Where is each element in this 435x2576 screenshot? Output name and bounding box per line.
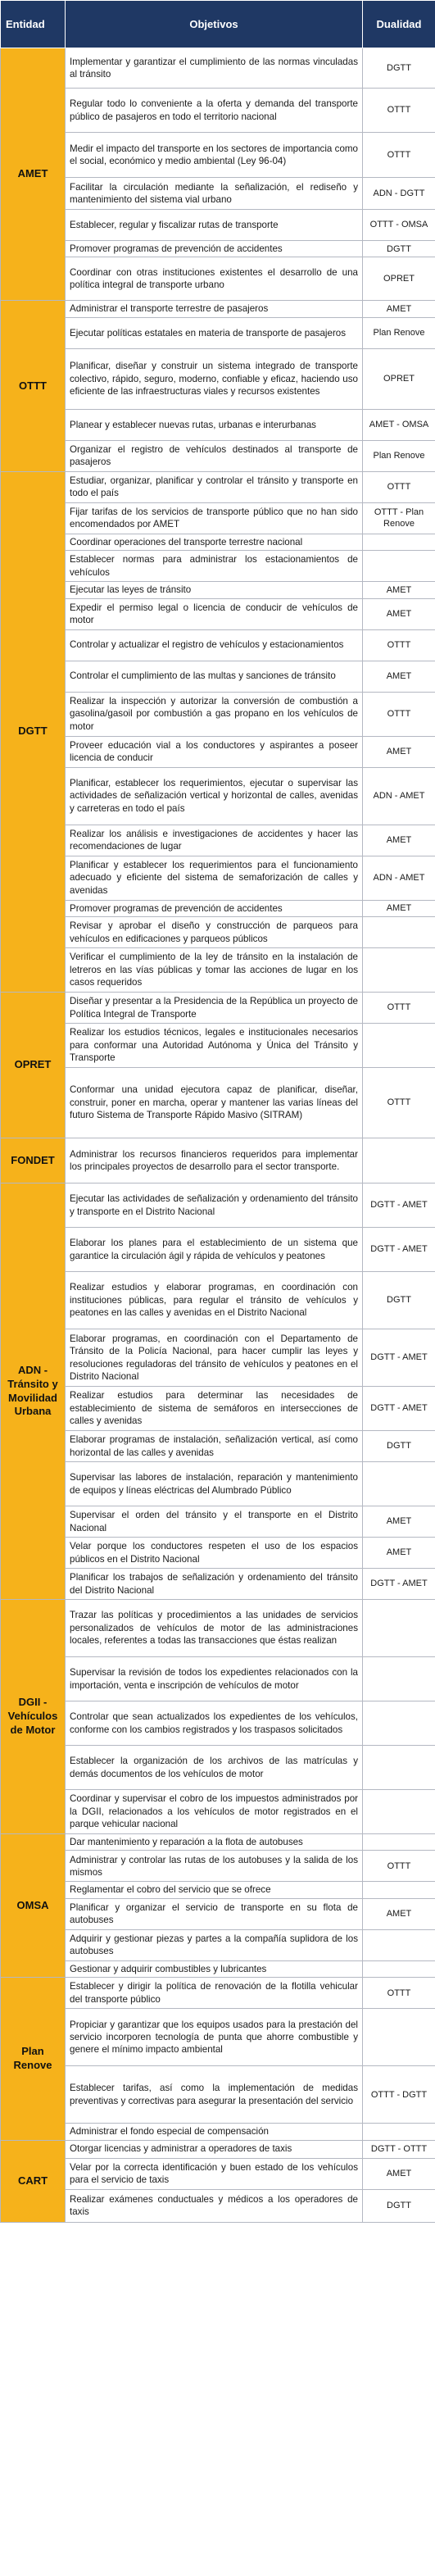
dualidad-cell: DGTT [363, 48, 435, 89]
objective-cell: Coordinar y supervisar el cobro de los impuestos administrados por la DGII, relacionados a los vehículos de motor registrados en el parque vehicular nacional [66, 1790, 363, 1834]
dualidad-cell: Plan Renove [363, 317, 435, 348]
objective-cell: Expedir el permiso legal o licencia de conducir de vehículos de motor [66, 598, 363, 629]
table-row [1, 1024, 435, 1068]
objective-cell: Gestionar y adquirir combustibles y lubricantes [66, 1960, 363, 1977]
table-row [1, 629, 435, 661]
objective-cell: Velar porque los conductores respeten el uso de los espacios públicos en el Distrito Nacional [66, 1538, 363, 1569]
table-row [1, 551, 435, 582]
objective-cell: Coordinar operaciones del transporte terrestre nacional [66, 534, 363, 550]
objective-cell: Organizar el registro de vehículos destinados al transporte de pasajeros [66, 440, 363, 471]
table-row [1, 767, 435, 825]
dualidad-cell: OTTT [363, 692, 435, 736]
objective-cell: Administrar los recursos financieros requeridos para implementar los principales proyectos de desarrollo para el sector transporte. [66, 1138, 363, 1184]
dualidad-cell: OTTT [363, 993, 435, 1024]
table-row [1, 409, 435, 440]
entity-cell: OMSA [1, 1834, 66, 1978]
entity-cell: Plan Renove [1, 1978, 66, 2140]
objective-cell: Planificar los trabajos de señalización y ordenamiento del tránsito del Distrito Nacional [66, 1569, 363, 1600]
objective-cell: Ejecutar las actividades de señalización y ordenamiento del tránsito y transporte en el Distrito Nacional [66, 1184, 363, 1228]
objective-cell: Ejecutar políticas estatales en materia de transporte de pasajeros [66, 317, 363, 348]
table-row [1, 348, 435, 409]
dualidad-cell: AMET [363, 2158, 435, 2189]
dualidad-cell: OPRET [363, 348, 435, 409]
table-row [1, 825, 435, 856]
objective-cell: Elaborar programas, en coordinación con el Departamento de Tránsito de la Policía Nacional, para hacer cumplir las leyes y resoluciones reguladoras del tránsito de vehículos y peatones en el Distrito Nacional [66, 1329, 363, 1387]
header-entidad: Entidad [1, 1, 66, 48]
objective-cell: Proveer educación vial a los conductores y aspirantes a poseer licencia de conducir [66, 736, 363, 767]
dualidad-cell: DGTT - AMET [363, 1387, 435, 1431]
objective-cell: Medir el impacto del transporte en los sectores de importancia como el social, económico y medio ambiental (Ley 96-04) [66, 133, 363, 178]
dualidad-cell [363, 1929, 435, 1960]
objective-cell: Reglamentar el cobro del servicio que se ofrece [66, 1882, 363, 1898]
objective-cell: Coordinar con otras instituciones existentes el desarrollo de una política integral de transporte urbano [66, 257, 363, 301]
objective-cell: Estudiar, organizar, planificar y controlar el tránsito y transporte en todo el país [66, 471, 363, 502]
dualidad-cell: OTTT - OMSA [363, 210, 435, 241]
header-dualidad: Dualidad [363, 1, 435, 48]
table-row [1, 210, 435, 241]
dualidad-cell: OTTT - Plan Renove [363, 502, 435, 534]
table-row [1, 1960, 435, 1977]
table-row [1, 900, 435, 916]
objective-cell: Diseñar y presentar a la Presidencia de la República un proyecto de Política Integral de Transporte [66, 993, 363, 1024]
objective-cell: Establecer la organización de los archivos de las matrículas y demás documentos de los vehículos de motor [66, 1746, 363, 1790]
table-row [1, 1184, 435, 1228]
dualidad-cell: DGTT - AMET [363, 1228, 435, 1272]
table-row [1, 301, 435, 317]
dualidad-cell: DGTT - OTTT [363, 2140, 435, 2158]
objective-cell: Controlar y actualizar el registro de vehículos y estacionamientos [66, 629, 363, 661]
dualidad-cell: ADN - AMET [363, 856, 435, 900]
objective-cell: Realizar los análisis e investigaciones de accidentes y hacer las recomendaciones de lugar [66, 825, 363, 856]
table-row [1, 48, 435, 89]
table-row [1, 1228, 435, 1272]
table-row [1, 1978, 435, 2009]
table-row [1, 440, 435, 471]
dualidad-cell: OTTT [363, 133, 435, 178]
dualidad-cell [363, 948, 435, 993]
dualidad-cell: DGTT - AMET [363, 1329, 435, 1387]
entity-cell: FONDET [1, 1138, 66, 1184]
objective-cell: Realizar la inspección y autorizar la conversión de combustión a gasolina/gasoil por combustión a gas propano en los vehículos de motor [66, 692, 363, 736]
dualidad-cell: AMET [363, 1898, 435, 1929]
dualidad-cell: DGTT - AMET [363, 1569, 435, 1600]
dualidad-cell: DGTT [363, 1431, 435, 1462]
objective-cell: Planificar, diseñar y construir un sistema integrado de transporte colectivo, rápido, seguro, moderno, confiable y eficaz, haciendo uso eficiente de las infraestructuras viales y recursos existentes [66, 348, 363, 409]
table-row [1, 2189, 435, 2222]
dualidad-cell: DGTT [363, 2189, 435, 2222]
table-row [1, 1272, 435, 1329]
table-row [1, 257, 435, 301]
objective-cell: Controlar el cumplimiento de las multas y sanciones de tránsito [66, 661, 363, 692]
objective-cell: Implementar y garantizar el cumplimiento de las normas vinculadas al tránsito [66, 48, 363, 89]
table-row [1, 1068, 435, 1138]
dualidad-cell: AMET [363, 661, 435, 692]
objective-cell: Dar mantenimiento y reparación a la flota de autobuses [66, 1834, 363, 1851]
dualidad-cell: DGTT [363, 241, 435, 257]
dualidad-cell: AMET [363, 825, 435, 856]
table-row [1, 133, 435, 178]
objective-cell: Planificar y establecer los requerimientos para el funcionamiento adecuado y eficiente del sistema de semaforización de calles y avenidas [66, 856, 363, 900]
objective-cell: Planear y establecer nuevas rutas, urbanas e interurbanas [66, 409, 363, 440]
objective-cell: Realizar estudios y elaborar programas, en coordinación con instituciones públicas, para regular el tránsito de vehículos y peatones en las calles y avenidas en el Distrito Nacional [66, 1272, 363, 1329]
dualidad-cell: ADN - AMET [363, 767, 435, 825]
dualidad-cell: ADN - DGTT [363, 178, 435, 210]
dualidad-cell: AMET [363, 736, 435, 767]
table-row [1, 1851, 435, 1882]
table-row [1, 692, 435, 736]
table-row [1, 534, 435, 550]
objective-cell: Velar por la correcta identificación y buen estado de los vehículos para el servicio de taxis [66, 2158, 363, 2189]
table-row [1, 1329, 435, 1387]
objective-cell: Ejecutar las leyes de tránsito [66, 582, 363, 598]
dualidad-cell: OTTT [363, 1851, 435, 1882]
table-row [1, 2140, 435, 2158]
entity-cell: ADN - Tránsito y Movilidad Urbana [1, 1184, 66, 1600]
objective-cell: Realizar estudios para determinar las necesidades de establecimiento de sistema de semáforos en intersecciones de calles y avenidas [66, 1387, 363, 1431]
entity-cell: AMET [1, 48, 66, 301]
dualidad-cell: AMET [363, 582, 435, 598]
table-row [1, 598, 435, 629]
table-row [1, 1569, 435, 1600]
objective-cell: Verificar el cumplimiento de la ley de tránsito en la instalación de letreros en las vías públicas y tomar las acciones de lugar en los casos requeridos [66, 948, 363, 993]
objective-cell: Administrar y controlar las rutas de los autobuses y la salida de los mismos [66, 1851, 363, 1882]
table-row [1, 1790, 435, 1834]
table-row [1, 1701, 435, 1746]
table-row [1, 1138, 435, 1184]
table-header-row [1, 1, 435, 48]
dualidad-cell [363, 1790, 435, 1834]
dualidad-cell: OTTT - DGTT [363, 2066, 435, 2124]
dualidad-cell: AMET [363, 598, 435, 629]
table-row [1, 1657, 435, 1701]
table-row [1, 1431, 435, 1462]
dualidad-cell: AMET - OMSA [363, 409, 435, 440]
dualidad-cell: OTTT [363, 1068, 435, 1138]
objective-cell: Revisar y aprobar el diseño y construcción de parqueos para vehículos en edificaciones y parqueos públicos [66, 917, 363, 948]
table-row [1, 1538, 435, 1569]
table-row [1, 917, 435, 948]
objective-cell: Administrar el fondo especial de compensación [66, 2124, 363, 2140]
table-row [1, 1387, 435, 1431]
table-row [1, 2124, 435, 2140]
objective-cell: Planificar y organizar el servicio de transporte en su flota de autobuses [66, 1898, 363, 1929]
dualidad-cell [363, 1462, 435, 1506]
dualidad-cell [363, 1960, 435, 1977]
dualidad-cell: AMET [363, 1506, 435, 1538]
entity-cell: DGII - Vehículos de Motor [1, 1600, 66, 1834]
dualidad-cell: Plan Renove [363, 440, 435, 471]
dualidad-cell: OTTT [363, 1978, 435, 2009]
table-row [1, 317, 435, 348]
dualidad-cell [363, 2009, 435, 2066]
table-row [1, 1898, 435, 1929]
dualidad-cell [363, 2124, 435, 2140]
dualidad-cell: AMET [363, 301, 435, 317]
dualidad-cell: AMET [363, 900, 435, 916]
table-body [1, 48, 435, 2223]
table-row [1, 1882, 435, 1898]
table-row [1, 502, 435, 534]
objective-cell: Propiciar y garantizar que los equipos usados para la prestación del servicio incorporen tecnología de punta que ahorre combustible y genere el mínimo impacto ambiental [66, 2009, 363, 2066]
table-row [1, 582, 435, 598]
objective-cell: Establecer y dirigir la política de renovación de la flotilla vehicular del transporte público [66, 1978, 363, 2009]
table-row [1, 2009, 435, 2066]
table-row [1, 2158, 435, 2189]
objective-cell: Supervisar las labores de instalación, reparación y mantenimiento de equipos y líneas eléctricas del Alumbrado Público [66, 1462, 363, 1506]
objective-cell: Otorgar licencias y administrar a operadores de taxis [66, 2140, 363, 2158]
objective-cell: Administrar el transporte terrestre de pasajeros [66, 301, 363, 317]
header-objetivos: Objetivos [66, 1, 363, 48]
dualidad-cell: OTTT [363, 89, 435, 133]
table-row [1, 856, 435, 900]
dualidad-cell [363, 917, 435, 948]
objective-cell: Promover programas de prevención de accidentes [66, 241, 363, 257]
dualidad-cell [363, 551, 435, 582]
table-row [1, 1746, 435, 1790]
dualidad-cell [363, 1701, 435, 1746]
dualidad-cell: DGTT [363, 1272, 435, 1329]
objective-cell: Elaborar programas de instalación, señalización vertical, así como horizontal de las calles y avenidas [66, 1431, 363, 1462]
dualidad-cell: OTTT [363, 471, 435, 502]
dualidad-cell [363, 1024, 435, 1068]
table-row [1, 178, 435, 210]
table-row [1, 1506, 435, 1538]
entity-cell: DGTT [1, 471, 66, 992]
table-row [1, 1834, 435, 1851]
objective-cell: Controlar que sean actualizados los expedientes de los vehículos, conforme con los cambios registrados y los traspasos solicitados [66, 1701, 363, 1746]
dualidad-cell [363, 1600, 435, 1657]
table-row [1, 241, 435, 257]
objective-cell: Realizar exámenes conductuales y médicos a los operadores de taxis [66, 2189, 363, 2222]
objective-cell: Adquirir y gestionar piezas y partes a la compañía suplidora de los autobuses [66, 1929, 363, 1960]
objective-cell: Establecer tarifas, así como la implementación de medidas preventivas y correctivas para asegurar la presentación del servicio [66, 2066, 363, 2124]
table-row [1, 471, 435, 502]
table-row [1, 993, 435, 1024]
objective-cell: Supervisar el orden del tránsito y el transporte en el Distrito Nacional [66, 1506, 363, 1538]
objective-cell: Regular todo lo conveniente a la oferta y demanda del transporte público de pasajeros en todo el territorio nacional [66, 89, 363, 133]
dualidad-cell: DGTT - AMET [363, 1184, 435, 1228]
table-row [1, 1600, 435, 1657]
dualidad-cell [363, 534, 435, 550]
dualidad-cell [363, 1138, 435, 1184]
objective-cell: Trazar las políticas y procedimientos a las unidades de servicios personalizados de vehículos de motor de las administraciones locales, referentes a todas las transacciones que éstas realizan [66, 1600, 363, 1657]
dualidad-cell: OPRET [363, 257, 435, 301]
objective-cell: Supervisar la revisión de todos los expedientes relacionados con la importación, venta e inscripción de vehículos de motor [66, 1657, 363, 1701]
objective-cell: Conformar una unidad ejecutora capaz de planificar, diseñar, construir, poner en marcha, operar y mantener las varias líneas del futuro Sistema de Transporte Rápido Masivo (SITRAM) [66, 1068, 363, 1138]
table-row [1, 1462, 435, 1506]
table-row [1, 1929, 435, 1960]
objective-cell: Promover programas de prevención de accidentes [66, 900, 363, 916]
dualidad-cell: OTTT [363, 629, 435, 661]
table-row [1, 736, 435, 767]
objective-cell: Planificar, establecer los requerimientos, ejecutar o supervisar las actividades de señalización vertical y horizontal de calles, avenidas y carreteras en todo el país [66, 767, 363, 825]
table-row [1, 948, 435, 993]
dualidad-cell [363, 1657, 435, 1701]
table-row [1, 661, 435, 692]
objective-cell: Realizar los estudios técnicos, legales e institucionales necesarios para conformar una Autoridad Autónoma y Única del Tránsito y Transporte [66, 1024, 363, 1068]
entity-cell: CART [1, 2140, 66, 2222]
entity-cell: OTTT [1, 301, 66, 471]
objective-cell: Fijar tarifas de los servicios de transporte público que no han sido encomendados por AMET [66, 502, 363, 534]
dualidad-cell [363, 1834, 435, 1851]
objective-cell: Establecer, regular y fiscalizar rutas de transporte [66, 210, 363, 241]
dualidad-cell: AMET [363, 1538, 435, 1569]
objective-cell: Facilitar la circulación mediante la señalización, el rediseño y mantenimiento del sistema vial urbano [66, 178, 363, 210]
entity-cell: OPRET [1, 993, 66, 1138]
dualidad-cell [363, 1882, 435, 1898]
table-row [1, 89, 435, 133]
objective-cell: Elaborar los planes para el establecimiento de un sistema que garantice la circulación ágil y rápida de vehículos y peatones [66, 1228, 363, 1272]
dualidad-cell [363, 1746, 435, 1790]
objective-cell: Establecer normas para administrar los estacionamientos de vehículos [66, 551, 363, 582]
table-row [1, 2066, 435, 2124]
